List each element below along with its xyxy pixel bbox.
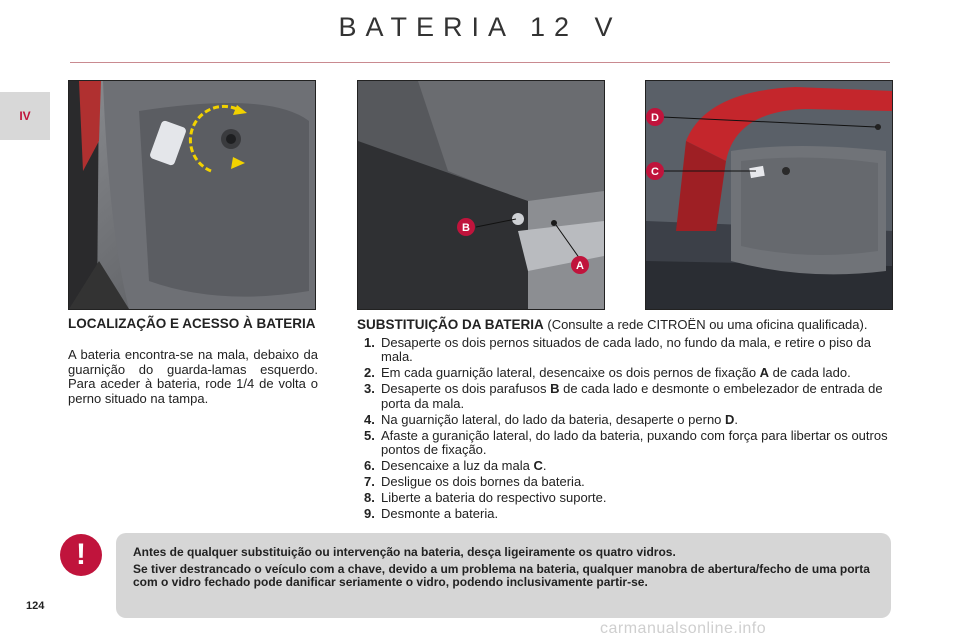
step-text: Na guarnição lateral, do lado da bateria, desaperte o perno bbox=[381, 411, 726, 427]
step-text: Em cada guarnição lateral, desencaixe os dois pernos de fixação bbox=[381, 365, 760, 380]
step-text: Desligue os dois bornes da bateria. bbox=[381, 474, 585, 489]
step-number: 8. bbox=[364, 490, 375, 505]
step-text: Desaperte os dois parafusos bbox=[381, 381, 551, 396]
step-number: 5. bbox=[364, 427, 375, 443]
step-item bbox=[357, 491, 892, 506]
step-item bbox=[357, 366, 892, 381]
title-divider bbox=[70, 62, 890, 63]
step-text-after: de cada lado e desmonte o embelezador de entrada de porta da mala. bbox=[381, 381, 883, 411]
step-item bbox=[357, 429, 892, 458]
step-item bbox=[357, 336, 892, 365]
step-text: Desaperte os dois pernos situados de cada lado, no fundo da mala, e retire o piso da mala. bbox=[381, 334, 871, 364]
step-ref: A bbox=[759, 365, 770, 380]
warning-text bbox=[133, 546, 883, 593]
step-text: Desmonte a bateria. bbox=[381, 506, 499, 521]
step-item bbox=[357, 413, 892, 428]
callout-label-d: D bbox=[651, 112, 659, 124]
step-item bbox=[357, 382, 892, 411]
step-text: Afaste a guranição lateral, do lado da bateria, puxando com força para libertar os outros pontos de fixação. bbox=[381, 427, 888, 457]
step-ref: B bbox=[550, 381, 560, 396]
replacement-steps bbox=[357, 336, 892, 522]
photo-open-trunk bbox=[645, 80, 893, 310]
page-title: BATERIA 12 V bbox=[338, 12, 622, 42]
step-text-after: . bbox=[542, 458, 547, 473]
replacement-intro bbox=[357, 318, 892, 333]
step-item bbox=[357, 459, 892, 474]
warning-line-2: Se tiver destrancado o veículo com a chave, devido a um problema na bateria, qualquer manobra de abertura/fecho de uma porta com o vidro fechado pode danificar seriamente o vidro, podendo inclusivamente partir-se. bbox=[133, 562, 870, 589]
step-number: 2. bbox=[364, 365, 375, 380]
step-number: 3. bbox=[364, 381, 375, 396]
watermark: carmanualsonline.info bbox=[600, 620, 767, 637]
replacement-section bbox=[357, 318, 892, 523]
step-number: 4. bbox=[364, 411, 375, 427]
step-text-after: de cada lado. bbox=[769, 365, 851, 380]
replacement-heading: SUBSTITUIÇÃO DA BATERIA bbox=[357, 317, 544, 332]
callout-label-a: A bbox=[576, 260, 584, 272]
step-number: 1. bbox=[364, 334, 375, 350]
location-heading: LOCALIZAÇÃO E ACESSO À BATERIA bbox=[68, 316, 316, 331]
step-number: 9. bbox=[364, 506, 375, 521]
warning-line-1: Antes de qualquer substituição ou intervenção na bateria, desça ligeiramente os quatro vidros. bbox=[133, 545, 676, 559]
step-text-after: . bbox=[734, 411, 739, 427]
step-ref: D bbox=[725, 411, 735, 427]
step-text: Liberte a bateria do respectivo suporte. bbox=[381, 490, 607, 505]
callout-label-b: B bbox=[462, 222, 470, 234]
location-text: A bateria encontra-se na mala, debaixo da guarnição do guarda-lamas esquerdo. Para aceder à bateria, rode 1/4 de volta o perno situado na tampa. bbox=[68, 347, 318, 406]
step-number: 7. bbox=[364, 474, 375, 489]
callout-label-c: C bbox=[651, 166, 659, 178]
photo-trim-fixings bbox=[357, 80, 605, 310]
step-item bbox=[357, 507, 892, 522]
step-item bbox=[357, 475, 892, 490]
chapter-tab[interactable]: IV bbox=[0, 92, 50, 140]
step-text: Desencaixe a luz da mala bbox=[381, 458, 534, 473]
photo-battery-access-panel bbox=[68, 80, 316, 310]
replacement-note: (Consulte a rede CITROËN ou uma oficina qualificada). bbox=[543, 317, 868, 332]
step-number: 6. bbox=[364, 458, 375, 473]
exclamation-icon: ! bbox=[60, 534, 102, 576]
step-ref: C bbox=[533, 458, 543, 473]
page-number: 124 bbox=[26, 600, 45, 612]
